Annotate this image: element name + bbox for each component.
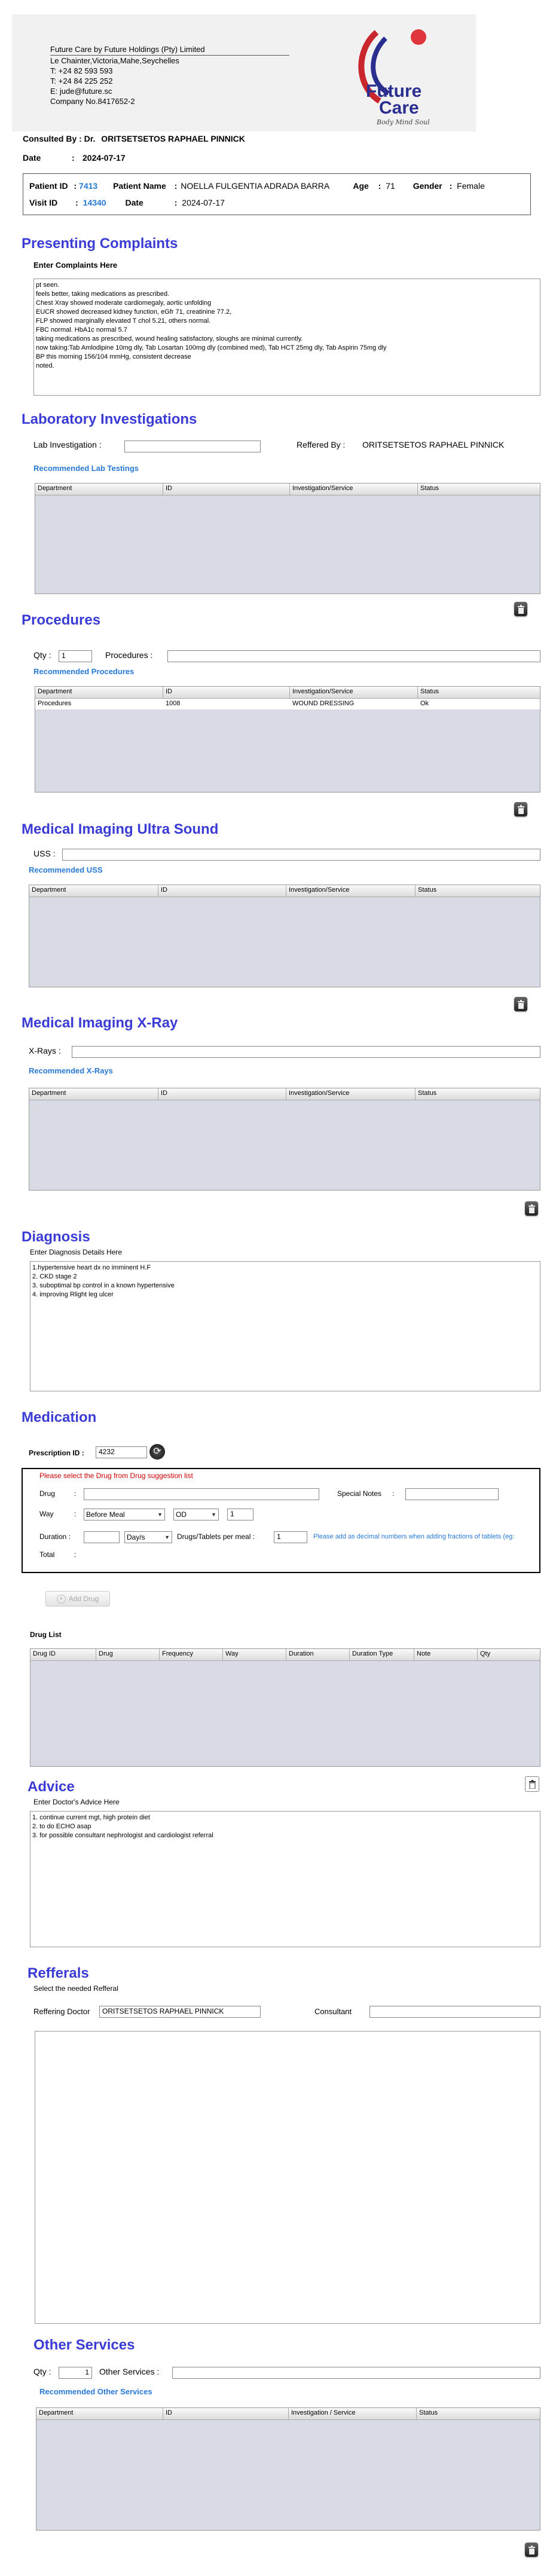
way-select[interactable] — [84, 1509, 165, 1520]
way-sep: : — [74, 1510, 77, 1518]
procedures-table — [35, 686, 540, 793]
referring-doctor-input[interactable]: ORITSETSETOS RAPHAEL PINNICK — [99, 2006, 261, 2018]
cell-status: Ok — [420, 700, 429, 707]
lab-table — [35, 483, 540, 594]
patient-name-sep: : — [174, 181, 178, 191]
column-header[interactable]: Way — [223, 1649, 286, 1660]
company-block — [50, 44, 289, 106]
patient-id-sep: : — [74, 181, 77, 191]
column-header[interactable]: Status — [420, 485, 439, 492]
other-qty-input[interactable]: 1 — [59, 2367, 92, 2379]
recommended-other-label: Recommended Other Services — [39, 2387, 152, 2396]
diagnosis-title: Diagnosis — [22, 1229, 90, 1245]
consultant-input[interactable] — [369, 2006, 540, 2018]
total-label: Total — [39, 1550, 55, 1559]
visit-date: 2024-07-17 — [182, 198, 225, 207]
other-services-header — [36, 2408, 540, 2420]
visit-id[interactable]: 14340 — [83, 198, 106, 207]
company-phone-2: T: +24 84 225 252 — [50, 77, 113, 85]
trash-icon[interactable] — [525, 1201, 538, 1216]
xray-table — [29, 1088, 540, 1191]
advice-title: Advice — [28, 1779, 75, 1795]
patient-gender-sep: : — [449, 181, 453, 191]
column-header[interactable]: Investigation / Service — [289, 2408, 417, 2419]
column-header[interactable]: ID — [163, 2408, 289, 2419]
patient-name-label: Patient Name — [113, 181, 166, 191]
drug-warning: Please select the Drug from Drug suggestion list — [39, 1471, 193, 1480]
xray-title: Medical Imaging X-Ray — [22, 1015, 178, 1031]
procedures-title: Procedures — [22, 612, 101, 628]
company-phone-1: T: +24 82 593 593 — [50, 66, 113, 75]
future-care-logo — [353, 26, 442, 128]
patient-age-label: Age — [353, 181, 369, 191]
chevron-down-icon: ▼ — [157, 1512, 163, 1518]
patient-gender-label: Gender — [413, 181, 442, 191]
referred-by-label: Reffered By : — [297, 440, 346, 449]
drug-list-table — [30, 1648, 540, 1767]
procedures-input[interactable] — [167, 650, 540, 662]
lab-table-header — [35, 484, 540, 495]
recommended-lab-label: Recommended Lab Testings — [33, 464, 139, 473]
logo-word-future: Future — [366, 81, 422, 101]
column-header[interactable]: Duration — [286, 1649, 350, 1660]
drug-input[interactable] — [84, 1488, 319, 1500]
duration-unit-select[interactable] — [124, 1531, 172, 1543]
frequency-select-value: OD — [176, 1510, 187, 1519]
trash-icon[interactable] — [525, 2543, 538, 2557]
consultant-label: Consultant — [314, 2007, 352, 2016]
consult-date-label: Date — [23, 153, 41, 163]
lab-investigation-label: Lab Investigation : — [33, 440, 102, 449]
complaints-subtitle: Enter Complaints Here — [33, 261, 118, 270]
drug-entry-panel — [22, 1468, 540, 1573]
procedures-table-header — [35, 687, 540, 699]
column-header[interactable]: Drug ID — [30, 1649, 96, 1660]
xray-input[interactable] — [72, 1046, 540, 1058]
table-row[interactable] — [35, 699, 540, 709]
xray-table-header — [29, 1088, 540, 1100]
column-header[interactable]: Status — [420, 688, 439, 695]
visit-date-sep: : — [174, 198, 178, 207]
diagnosis-textarea[interactable]: 1.hypertensive heart dx no imminent H.F 2. CKD stage 2 3. suboptimal bp control in a known hypertensive 4. improving Rlight leg ulcer — [30, 1261, 540, 1391]
frequency-select[interactable] — [173, 1509, 219, 1520]
company-title: Future Care by Future Holdings (Pty) Limited — [50, 44, 289, 56]
advice-textarea[interactable]: 1. continue current mgt, high protein diet 2. to do ECHO asap 3. for possible consultant nephrologist and cardiologist referral — [30, 1811, 540, 1947]
column-header[interactable]: Drug — [96, 1649, 160, 1660]
consulted-by-label: Consulted By : Dr. — [23, 134, 96, 143]
recommended-procedures-label: Recommended Procedures — [33, 667, 135, 676]
way-select-value: Before Meal — [86, 1510, 125, 1519]
cell-service: WOUND DRESSING — [292, 700, 355, 707]
visit-id-sep: : — [75, 198, 78, 207]
referrals-title: Refferals — [28, 1965, 89, 1981]
column-header[interactable]: Department — [29, 885, 158, 897]
duration-label: Duration : — [39, 1532, 71, 1541]
procedures-label: Procedures : — [105, 650, 153, 660]
lab-title: Laboratory Investigations — [22, 411, 197, 427]
other-qty-label: Qty : — [33, 2367, 51, 2376]
other-services-label: Other Services : — [99, 2367, 160, 2376]
patient-name: NOELLA FULGENTIA ADRADA BARRA — [181, 181, 329, 191]
column-header[interactable]: Department — [35, 687, 163, 698]
complaints-textarea[interactable]: pt seen. feels better, taking medications as prescribed. Chest Xray showed moderate cardiomegaly, aortic unfolding EUCR showed decreased kidney function, eGfr 71, creatinine 77.2, FLP showed marginally elevated T chol 5.21, others normal. FBC normal. HbA1c normal 5.7 taking medications as prescribed, wound healing satisfactory, sloughs are minimal currently. now taking:Tab Amlodipine 10mg dly, Tab Losartan 100mg dly (combined med), Tab HCT 25mg dly, Tab Aspirin 75mg dly BP this morning 156/104 mmHg, consistent decrease noted. — [33, 279, 540, 396]
column-header[interactable]: ID — [158, 1088, 286, 1100]
consult-date-sep: : — [72, 153, 75, 163]
patient-id-label: Patient ID — [29, 181, 68, 191]
column-header[interactable]: Department — [35, 484, 163, 495]
frequency-qty-input[interactable]: 1 — [227, 1509, 253, 1520]
trash-icon[interactable] — [514, 602, 527, 616]
column-header[interactable]: ID — [163, 484, 290, 495]
column-header[interactable]: ID — [163, 687, 290, 698]
special-notes-label: Special Notes — [337, 1489, 382, 1498]
per-meal-label: Drugs/Tablets per meal : — [177, 1532, 255, 1541]
column-header[interactable]: Department — [29, 1088, 158, 1100]
diagnosis-subtitle: Enter Diagnosis Details Here — [30, 1248, 123, 1256]
referral-letter-area[interactable] — [35, 2031, 540, 2324]
referring-doctor-label: Reffering Doctor — [33, 2007, 90, 2016]
cell-id: 1008 — [166, 700, 181, 707]
chevron-down-icon: ▼ — [211, 1512, 216, 1518]
patient-gender: Female — [457, 181, 485, 191]
referrals-subtitle: Select the needed Refferal — [33, 1984, 118, 1993]
other-services-table — [36, 2407, 540, 2531]
logo-word-care: Care — [379, 98, 419, 118]
other-services-input[interactable] — [172, 2367, 540, 2379]
column-header[interactable]: Investigation/Service — [290, 484, 418, 495]
refresh-icon[interactable]: ⟳ — [149, 1444, 165, 1460]
duration-unit-value: Day/s — [127, 1533, 145, 1541]
recommended-uss-label: Recommended USS — [29, 865, 103, 874]
referred-by-doctor: ORITSETSETOS RAPHAEL PINNICK — [362, 440, 505, 449]
cell-department: Procedures — [38, 700, 72, 707]
patient-age: 71 — [386, 181, 395, 191]
column-header[interactable]: Status — [418, 886, 437, 894]
advice-subtitle: Enter Doctor's Advice Here — [33, 1798, 120, 1806]
complaints-title: Presenting Complaints — [22, 235, 178, 252]
way-label: Way — [39, 1510, 54, 1518]
prescription-id-input[interactable]: 4232 — [96, 1446, 147, 1458]
column-header[interactable]: Qty — [480, 1650, 491, 1657]
column-header[interactable]: Investigation/Service — [286, 885, 416, 897]
plus-icon: + — [57, 1595, 66, 1604]
column-header[interactable]: Note — [414, 1649, 478, 1660]
visit-date-label: Date — [125, 198, 143, 207]
consulted-by-row — [23, 134, 245, 143]
duration-input[interactable] — [84, 1531, 120, 1543]
drug-label: Drug — [39, 1489, 56, 1498]
trash-icon[interactable] — [525, 1776, 539, 1792]
trash-icon[interactable] — [514, 997, 527, 1011]
company-email: E: jude@future.sc — [50, 87, 112, 96]
uss-title: Medical Imaging Ultra Sound — [22, 821, 219, 837]
decimal-hint: Please add as decimal numbers when adding fractions of tablets (eg: — [313, 1533, 515, 1540]
patient-age-sep: : — [378, 181, 381, 191]
special-notes-input[interactable] — [405, 1488, 499, 1500]
prescription-id-label: Prescription ID : — [29, 1449, 84, 1457]
lab-investigation-input[interactable] — [124, 440, 261, 452]
recommended-xray-label: Recommended X-Rays — [29, 1066, 113, 1075]
column-header[interactable]: Duration Type — [350, 1649, 414, 1660]
special-notes-sep: : — [392, 1489, 395, 1498]
consult-date: 2024-07-17 — [83, 153, 126, 163]
company-number: Company No.8417652-2 — [50, 97, 135, 106]
column-header[interactable]: Status — [418, 1090, 437, 1097]
consulting-doctor: ORITSETSETOS RAPHAEL PINNICK — [101, 134, 245, 143]
column-header[interactable]: Frequency — [160, 1649, 223, 1660]
uss-table-header — [29, 885, 540, 897]
medication-title: Medication — [22, 1409, 97, 1425]
drug-list-title: Drug List — [30, 1630, 62, 1639]
per-meal-input[interactable]: 1 — [274, 1531, 307, 1543]
patient-row-2 — [29, 198, 225, 207]
consult-date-row — [23, 153, 126, 163]
add-drug-button[interactable] — [45, 1591, 110, 1607]
patient-id[interactable]: 7413 — [79, 181, 98, 191]
procedures-qty-input[interactable]: 1 — [59, 650, 92, 662]
column-header[interactable]: Department — [36, 2408, 163, 2419]
drug-sep: : — [74, 1489, 77, 1498]
column-header[interactable]: Status — [419, 2409, 438, 2416]
uss-label: USS : — [33, 849, 56, 858]
procedures-qty-label: Qty : — [33, 650, 51, 660]
drug-list-header — [30, 1649, 540, 1661]
column-header[interactable]: Investigation/Service — [286, 1088, 416, 1100]
add-drug-label: Add Drug — [68, 1595, 99, 1603]
total-sep: : — [74, 1550, 77, 1559]
column-header[interactable]: ID — [158, 885, 286, 897]
chevron-down-icon: ▼ — [164, 1534, 170, 1540]
visit-id-label: Visit ID — [29, 198, 58, 207]
other-services-title: Other Services — [33, 2337, 135, 2353]
column-header[interactable]: Investigation/Service — [290, 687, 418, 698]
xray-label: X-Rays : — [29, 1046, 61, 1056]
trash-icon[interactable] — [514, 802, 527, 816]
uss-input[interactable] — [62, 849, 540, 861]
patient-info-box — [23, 173, 531, 215]
patient-row-1 — [29, 181, 485, 191]
company-address: Le Chainter,Victoria,Mahe,Seychelles — [50, 56, 179, 65]
logo-tagline: Body Mind Soul — [377, 118, 430, 126]
uss-table — [29, 885, 540, 987]
